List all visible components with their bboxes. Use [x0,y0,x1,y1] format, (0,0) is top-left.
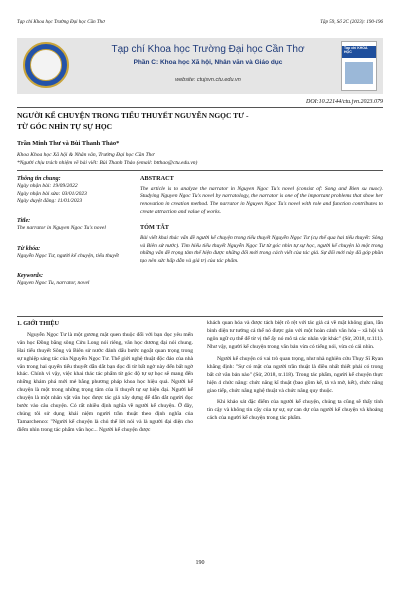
running-header-right: Tập 59, Số 2C (2023): 190-196 [320,20,383,25]
divider [17,170,383,171]
paragraph: Nguyễn Ngọc Tư là một gương mặt quen thuộc đối với bạn đọc yêu mến văn học Đồng bằng sông Cửu Long nói riêng, văn học dương đại nói chung. Hai tiểu thuyết Sông và Biên sử nước đánh dấu bước ngoặt quan trọng trong sự nghiệp sáng tác của Nguyễn Ngọc Tư. Thế giới nghệ thuật độc đáo của nhà văn trong hai quyển tiểu thuyết dẫn dắt bạn đọc đi từ bất ngờ này đến bất ngờ khác. Chính vì vậy, việc khai thác tác phẩm từ góc độ tự sự học sẽ mang đến những khám phá mới mẻ bằng phương pháp khoa học hiệu quả. Người kể chuyện là một trong những trọng tâm của lí thuyết tự sự hiện đại. Người kể chuyện là một nhân vật văn học được tác giả xây dựng để dẫn dắt người đọc bước vào câu chuyện. Có rất nhiều định nghĩa về người kể chuyện. Ở đây, chúng tôi sử dụng khái niệm người trần thuật theo định nghĩa của Tamarchenco: "Người kể chuyện là chủ thể lời nói và là người đại diện cho điểm nhìn trong tác phẩm văn học... Người kể chuyện được [17,331,193,434]
divider [17,107,383,108]
keywords-en: Nguyen Ngoc Tu, narrator, novel [17,280,90,287]
doi: DOI:10.22144/ctu.jvn.2023.079 [306,99,383,105]
keywords-vi-heading: Từ khóa: [17,245,41,252]
journal-website: website: ctujsvn.ctu.edu.vn [175,77,241,83]
journal-banner [17,38,383,94]
tomtat-heading: TÓM TẮT [140,224,169,232]
article-info-heading: Thông tin chung: [17,176,61,182]
journal-subtitle: Phần C: Khoa học Xã hội, Nhân văn và Giáo dục [133,59,283,66]
keywords-en-heading: Keywords: [17,273,43,280]
article-title-line: NGƯỜI KỂ CHUYỆN TRONG TIỂU THUYẾT NGUYỄN NGỌC TƯ - [17,111,249,120]
running-header-left: Tạp chí Khoa học Trường Đại học Cần Thơ [17,20,105,25]
paragraph: Khi khảo sát đặc điểm của người kể chuyện, chúng ta cũng sẽ thấy tính tin cậy và không tin cậy của tự sự, sự can dự của người kể chuyện và khoảng cách của người kể chuyện trong tác phẩm. [207,399,383,422]
article-title-line: TỪ GÓC NHÌN TỰ SỰ HỌC [17,121,113,131]
authors: Trần Minh Thư và Bùi Thanh Thảo* [17,140,120,147]
column-right [207,320,383,427]
tomtat-text: Bài viết khai thác vấn đề người kể chuyện trong tiểu thuyết Nguyễn Ngọc Tư (cụ thể qua hai tiểu thuyết: Sông và Biên sử nước). Tìm hiểu tiểu thuyết Nguyễn Ngọc Tư từ góc nhìn tự sự học, người kể chuyện là một trong những vấn đề trọng tâm thể hiện được những đổi mới trong cách viết của tác giả. Sự đổi mới này đã góp phần tạo nên sức hấp dẫn và giá trị của tác phẩm. [140,235,383,265]
title-en-heading: Title: [17,218,31,225]
column-left [17,320,193,439]
received-date: Ngày nhận bài: 19/09/2022 [17,183,78,190]
affiliation: Khoa Khoa học Xã hội & Nhân văn, Trường Đại học Cần Thơ [17,152,155,158]
abstract-text: The article is to analyze the narrator in Nguyen Ngoc Tu's novel (consist of: Song and Bien su nuoc). Studying Nguyen Ngoc Tu's novel by narratology, the narrator is one of the important problems that show her renovation in creation method. The narrator in Nguyen Ngoc Tu's novel with role and function contributes to create attraction and value of works. [140,185,383,215]
title-en: The narrator in Nguyen Ngoc Tu's novel [17,225,106,232]
paragraph: khách quan hóa và được tách biệt rõ rệt với tác giả cả về mặt không gian, lẫn bình diện tư tưởng cá thể nó được gán với một hoàn cảnh văn hóa – xã hội và ngôn ngữ cụ thể để từ vị thế ấy nó mô tả các nhân vật khác" (Sử, 2018, tr.111). Như vậy, người kể chuyện trong văn bản vừa có tiếng nói, vừa có cái nhìn. [207,320,383,350]
journal-cover-icon [341,41,377,91]
journal-title: Tạp chí Khoa học Trường Đại học Cần Thơ [111,44,305,55]
divider [17,316,383,317]
abstract-block [140,175,383,266]
keywords-vi: Nguyễn Ngọc Tư, người kể chuyện, tiểu thuyết [17,252,119,259]
section-heading: 1. GIỚI THIỆU [17,320,60,327]
corresponding-author: *Người chịu trách nhiệm về bài viết: Bùi Thanh Thảo (email: btthao@ctu.edu.vn) [17,160,198,166]
cover-title: Tạp chí KHOA HỌC [344,46,368,54]
university-logo-icon [23,42,69,88]
abstract-heading: ABSTRACT [140,175,174,182]
paragraph: Người kể chuyện có vai trò quan trọng, như nhà nghiên cứu Thụy Sĩ Ryan khẳng định: "Sự có mặt của người trần thuật là điều nhất thiết phải có trong bất cứ văn bản nào" (Sử, 2018, tr.118). Trong tác phẩm, người kể chuyện thực hiện 4 chức năng: chức năng kĩ thuật (bao gồm kể, tả và mở, kết), chức năng giao tiếp, chức năng nghệ thuật và chức năng quy thuộc. [207,355,383,394]
accepted-date: Ngày duyệt đăng: 11/01/2023 [17,197,83,204]
page-number: 190 [195,560,205,566]
article-info [17,175,129,288]
revised-date: Ngày nhận bài sửa: 03/01/2023 [17,190,87,197]
article-title [17,111,377,133]
